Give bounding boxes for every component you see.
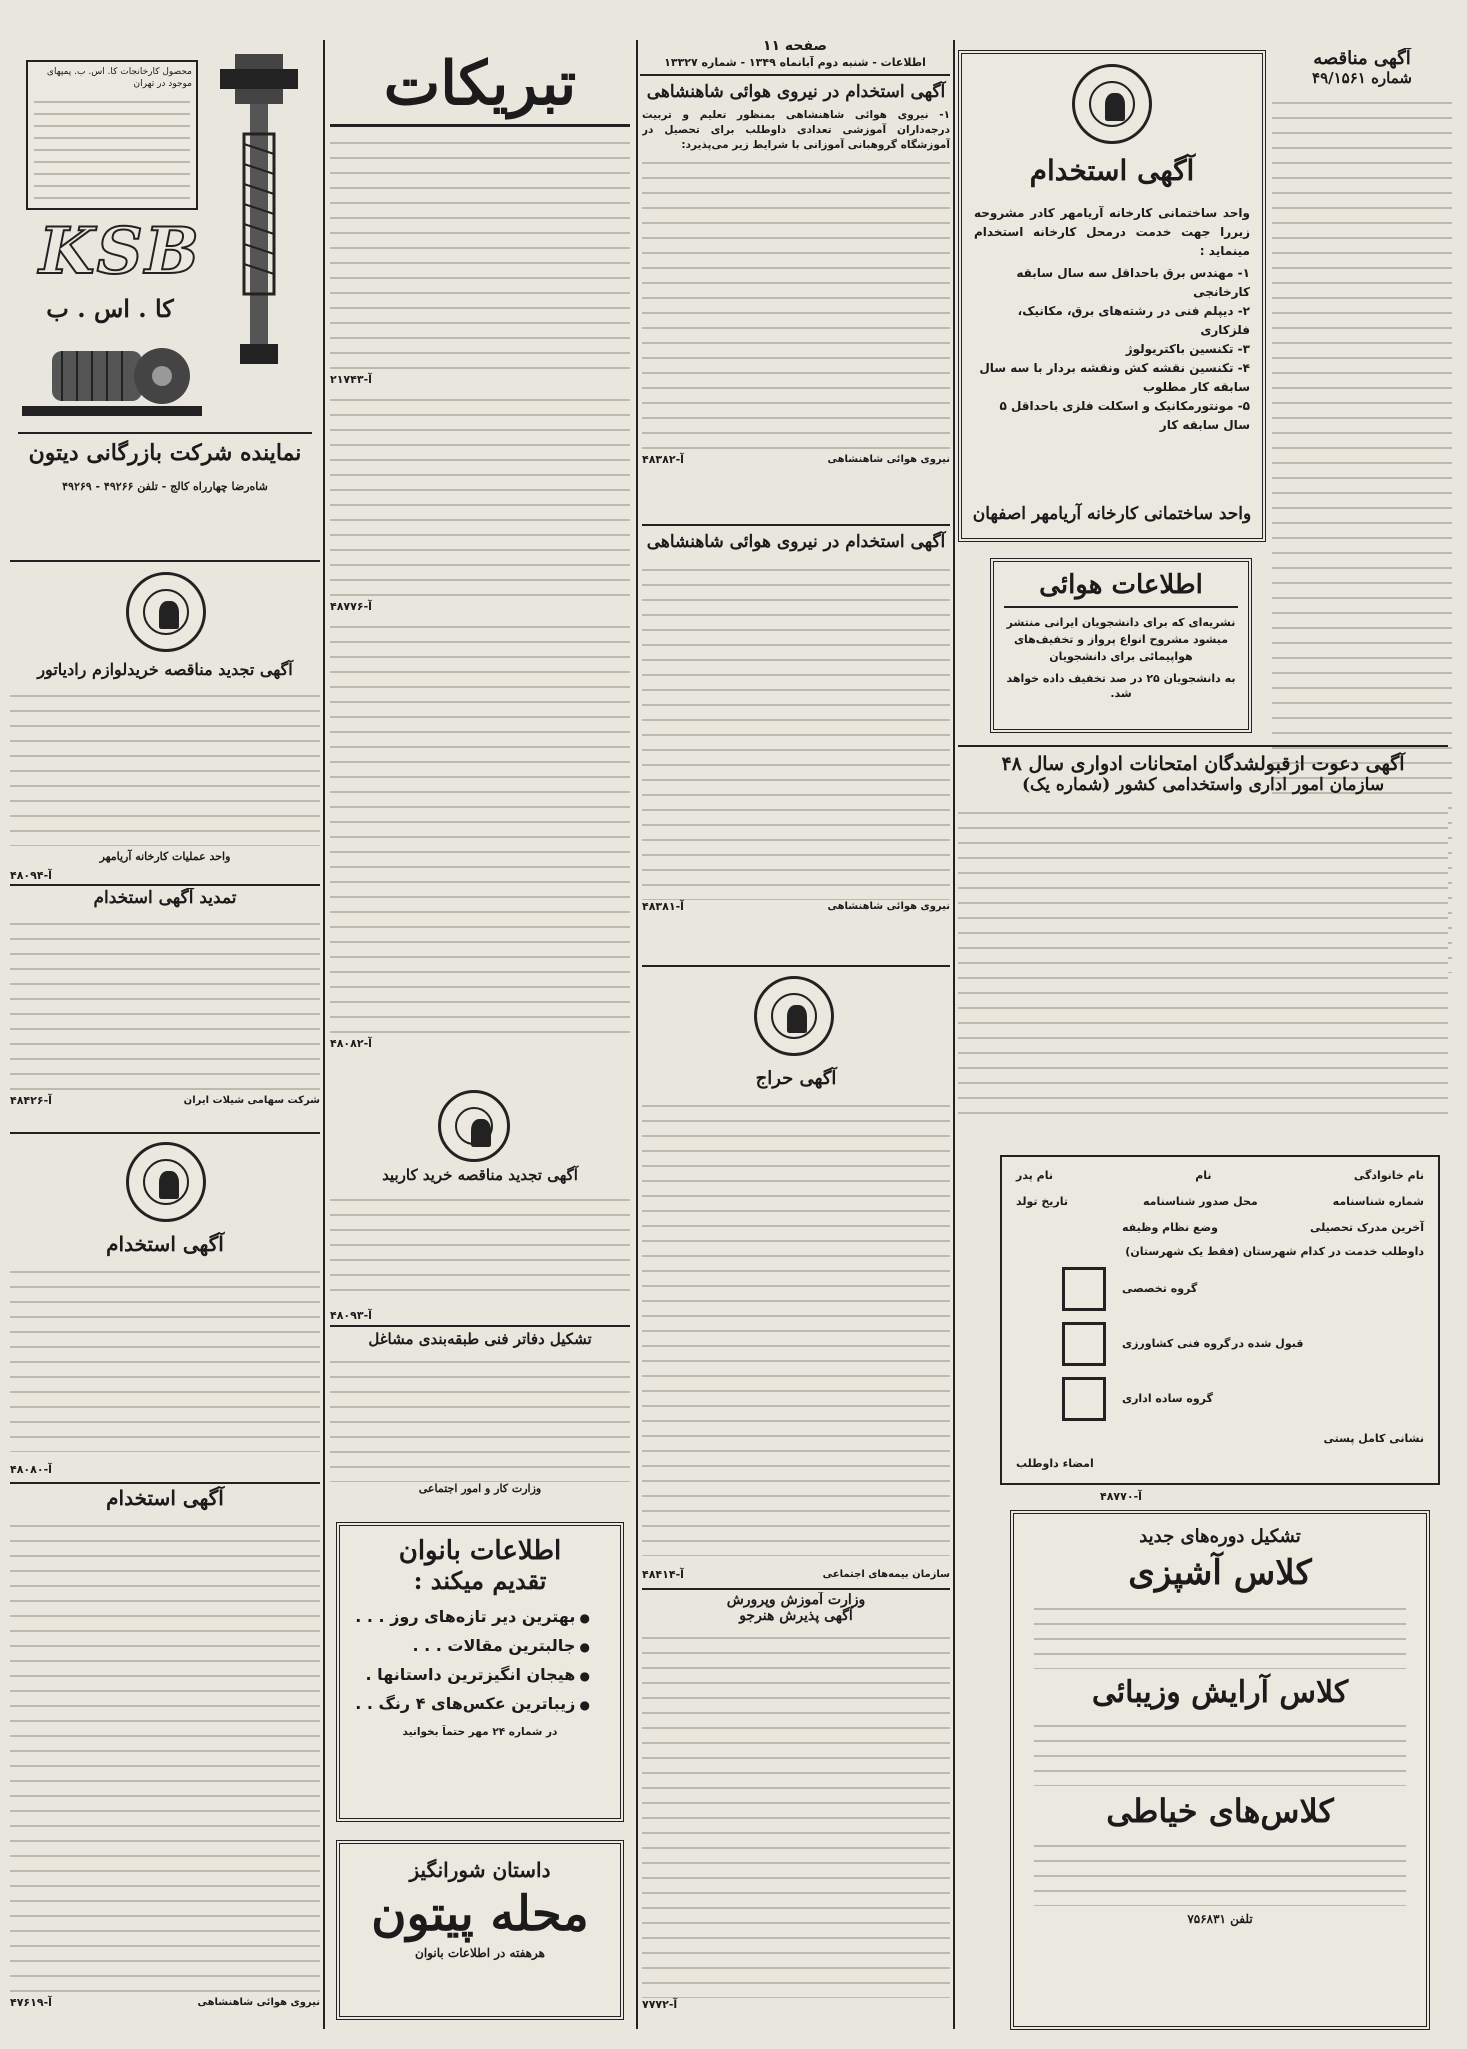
employment-ad-left xyxy=(10,1136,320,1476)
tabrikat-ref-3: آ-۴۸۰۸۲ xyxy=(330,1037,372,1050)
tech-offices-ad xyxy=(330,1330,630,1510)
employment-ad-left-2 xyxy=(10,1486,320,2026)
aryamehr-emblem-small-icon xyxy=(438,1090,510,1162)
page-header xyxy=(640,38,950,58)
social-insurance-emblem-icon xyxy=(754,976,834,1056)
checkbox-clerical[interactable] xyxy=(1062,1377,1106,1421)
column-rule xyxy=(323,40,325,2029)
air-force-1-ref: آ-۴۸۳۸۲ xyxy=(642,453,684,466)
field-name: نام xyxy=(1195,1169,1212,1182)
women-news-ad xyxy=(336,1522,624,1822)
application-form xyxy=(1000,1155,1440,1485)
radiator-title: آگهی تجدید مناقصه خریدلوازم رادیاتور xyxy=(37,660,293,679)
women-tail: در شماره ۲۴ مهر حتماً بخوانید xyxy=(402,1726,558,1738)
auction-ad xyxy=(642,972,950,1582)
women-bullet: ● جالبترین مقالات . . . xyxy=(350,1632,590,1661)
field-city: داوطلب خدمت در کدام شهرستان (فقط یک شهرستان) xyxy=(1125,1245,1424,1258)
education-ministry-ad xyxy=(642,1592,950,2022)
label-g1: گروه تخصصی xyxy=(1122,1282,1198,1295)
women-subtitle: تقدیم میکند : xyxy=(413,1566,547,1595)
classes-ad xyxy=(1010,1510,1430,2030)
page-number: صفحه ۱۱ xyxy=(762,38,828,54)
emp-left2-ref: آ-۴۷۶۱۹ xyxy=(10,1996,52,2009)
air-force-2-sign: نیروی هوائی شاهنشاهی xyxy=(827,901,950,912)
air-force-ad-2 xyxy=(642,530,950,960)
radiator-sign: واحد عملیات کارخانه آریامهر xyxy=(99,850,231,863)
sewing-class: کلاس‌های خیاطی xyxy=(1106,1792,1334,1830)
auction-sign: سازمان بیمه‌های اجتماعی xyxy=(822,1569,950,1580)
women-bullet: ● بهترین دیر تازه‌های روز . . . xyxy=(350,1603,590,1632)
label-g2: گروه فنی کشاورزی xyxy=(1122,1337,1231,1350)
checkbox-agriculture[interactable] xyxy=(1062,1322,1106,1366)
classes-contact: تلفن ۷۵۶۸۳۱ xyxy=(1187,1912,1253,1926)
aryamehr-item: ۱- مهندس برق باحداقل سه سال سابقه کارخانجی xyxy=(1016,266,1250,299)
women-bullet: ● زیباترین عکس‌های ۴ رنگ . . xyxy=(350,1690,590,1719)
tech-title: تشکیل دفاتر فنی طبقه‌بندی مشاغل xyxy=(368,1330,592,1348)
field-father: نام پدر xyxy=(1016,1169,1053,1182)
air-news-body: نشریه‌ای که برای دانشجویان ایرانی منتشر میشود مشروح انواع پرواز و تخفیف‌های هواپیمائی برای دانشجویان xyxy=(1006,616,1236,663)
exam-subtitle: سازمان امور اداری واستخدامی کشور (شماره یک) xyxy=(1021,775,1385,795)
aryamehr-items xyxy=(974,264,1250,435)
aryamehr-item: ۲- دیپلم فنی در رشته‌های برق، مکانیک، فلزکاری xyxy=(1017,304,1250,337)
aryamehr-emblem-radiator-icon xyxy=(126,572,206,652)
women-title: اطلاعات بانوان xyxy=(398,1536,562,1566)
classes-title: تشکیل دوره‌های جدید xyxy=(1139,1526,1301,1547)
exam-invitation-notice xyxy=(958,745,1448,1140)
auction-title: آگهی حراج xyxy=(755,1068,837,1089)
tabrikat-ref-2: آ-۴۸۷۷۶ xyxy=(330,600,372,613)
aryamehr-signature: واحد ساختمانی کارخانه آریامهر اصفهان xyxy=(972,504,1252,524)
cooking-class: کلاس آشپزی xyxy=(1128,1553,1312,1593)
aryamehr-item: ۴- تکنسین نقشه کش ونقشه بردار با سه سال سابقه کار مطلوب xyxy=(979,361,1250,394)
label-sign: امضاء داوطلب xyxy=(1016,1457,1094,1470)
aryamehr-employment-ad xyxy=(958,50,1266,542)
field-duty: وضع نظام وظیفه xyxy=(1122,1221,1218,1234)
women-bullet: ● هیجان انگیزترین داستانها . xyxy=(350,1661,590,1690)
emp-left-ref: آ-۴۸۰۸۰ xyxy=(10,1463,52,1476)
renewal-employment-ad xyxy=(10,888,320,1128)
radiator-tender-ad xyxy=(10,564,320,882)
edu-subtitle: آگهی پذیرش هنرجو xyxy=(739,1608,853,1624)
air-force-2-ref: آ-۴۸۳۸۱ xyxy=(642,900,684,913)
story-ad xyxy=(336,1840,624,2020)
form-ref: آ-۴۸۷۷۰ xyxy=(1100,1490,1142,1503)
beauty-class: کلاس آرایش وزیبائی xyxy=(1091,1675,1349,1710)
aryamehr-emblem-emp-icon xyxy=(126,1142,206,1222)
emp-left2-sign: نیروی هوائی شاهنشاهی xyxy=(197,1997,320,2008)
tabrikat-title: تبریکات xyxy=(330,44,630,127)
label-g3: گروه ساده اداری xyxy=(1122,1392,1213,1405)
field-birth: تاریخ تولد xyxy=(1016,1195,1069,1208)
column-rule xyxy=(636,40,638,2029)
aryamehr-item: ۳- تکنسین باکتریولوژ xyxy=(1125,342,1250,356)
story-title: محله پیتون xyxy=(371,1886,589,1942)
pump-shaft-illustration-icon xyxy=(200,44,318,374)
edu-title: وزارت آموزش وپرورش xyxy=(726,1592,866,1608)
field-place: محل صدور شناسنامه xyxy=(1142,1195,1258,1208)
radiator-ref: آ-۴۸۰۹۴ xyxy=(10,869,52,882)
ksb-agent: نماینده شرکت بازرگانی دیتون xyxy=(28,440,302,466)
checkbox-specialized[interactable] xyxy=(1062,1267,1106,1311)
ksb-top-line: محصول کارخانجات کا. اس. ب. پمپهای موجود در تهران xyxy=(46,67,192,89)
carbide-tender-ad xyxy=(330,1090,630,1322)
renewal-title: تمدید آگهی استخدام xyxy=(93,888,237,908)
renewal-ref: آ-۴۸۴۲۶ xyxy=(10,1094,52,1107)
renewal-sign: شرکت سهامی شیلات ایران xyxy=(183,1095,320,1106)
ksb-ad xyxy=(10,44,320,564)
field-edu: آخرین مدرک تحصیلی xyxy=(1310,1221,1424,1234)
ksb-address: شاه‌رضا چهارراه کالج - تلفن ۴۹۲۶۶ - ۴۹۲۶۹ xyxy=(62,480,268,493)
aryamehr-emblem-icon xyxy=(1072,64,1152,144)
air-force-2-title: آگهی استخدام در نیروی هوائی شاهنشاهی xyxy=(646,532,946,552)
air-news-discount: به دانشجویان ۲۵ در صد تخفیف داده خواهد شد. xyxy=(1006,672,1236,700)
aryamehr-title: آگهی استخدام xyxy=(1029,154,1195,187)
tech-sign: وزارت کار و امور اجتماعی xyxy=(418,1482,542,1495)
header-rule xyxy=(640,74,950,76)
aryamehr-item: ۵- مونتورمکانیک و اسکلت فلزی باحداقل ۵ سال سابقه کار xyxy=(999,399,1250,432)
ksb-brand-fa: کا . اس . ب xyxy=(46,294,174,323)
air-force-ad-1 xyxy=(642,80,950,520)
congratulations-section xyxy=(330,44,630,1094)
story-line: داستان شورانگیز xyxy=(409,1858,551,1882)
page-header-line: اطلاعات - شنبه دوم آبانماه ۱۳۴۹ - شماره ۱۳۳۲۷ xyxy=(664,56,926,69)
label-accepted: قبول شده در xyxy=(1232,1337,1304,1350)
ksb-logo: KSB xyxy=(39,214,201,289)
emp-left2-title: آگهی استخدام xyxy=(106,1486,224,1510)
exam-body-text xyxy=(958,803,1448,1123)
field-id: شماره شناسنامه xyxy=(1332,1195,1424,1208)
air-force-1-sign: نیروی هوائی شاهنشاهی xyxy=(827,454,950,465)
field-family: نام خانوادگی xyxy=(1353,1169,1424,1182)
air-force-1-title: آگهی استخدام در نیروی هوائی شاهنشاهی xyxy=(646,82,946,102)
air-force-1-body: ۱- نیروی هوائی شاهنشاهی بمنظور تعلیم و تربیت درجه‌داران آموزشی تعدادی داوطلب برای تحصیل در آموزشگاه گروهبانی آموزانی با شرایط زیر می‌پذیرد: xyxy=(642,109,950,151)
story-tail: هرهفته در اطلاعات بانوان xyxy=(415,1946,545,1960)
emp-left-title: آگهی استخدام xyxy=(106,1232,224,1256)
aryamehr-body: واحد ساختمانی کارخانه آریامهر کادر مشروحه زیررا جهت خدمت درمحل کارخانه استخدام مینماید : xyxy=(974,206,1250,258)
air-news-ad xyxy=(990,558,1252,733)
carbide-title: آگهی تجدید مناقصه خرید کاربید xyxy=(382,1166,578,1184)
exam-title: آگهی دعوت ازقبولشدگان امتحانات ادواری سال ۴۸ xyxy=(1001,753,1405,775)
tender-number: شماره ۴۹/۱۵۶۱ xyxy=(1312,69,1412,87)
tabrikat-ref-1: آ-۲۱۷۴۳ xyxy=(330,373,372,386)
air-news-title: اطلاعات هوائی xyxy=(1039,570,1203,600)
tender-title: آگهی مناقصه xyxy=(1313,48,1411,69)
edu-ref: آ-۷۷۷۲ xyxy=(642,1998,678,2011)
auction-ref: آ-۴۸۴۱۴ xyxy=(642,1568,684,1581)
pump-motor-illustration-icon xyxy=(22,326,202,426)
carbide-ref: آ-۴۸۰۹۳ xyxy=(330,1309,372,1322)
column-rule xyxy=(953,40,955,2029)
label-address: نشانی کامل پستی xyxy=(1323,1432,1424,1445)
